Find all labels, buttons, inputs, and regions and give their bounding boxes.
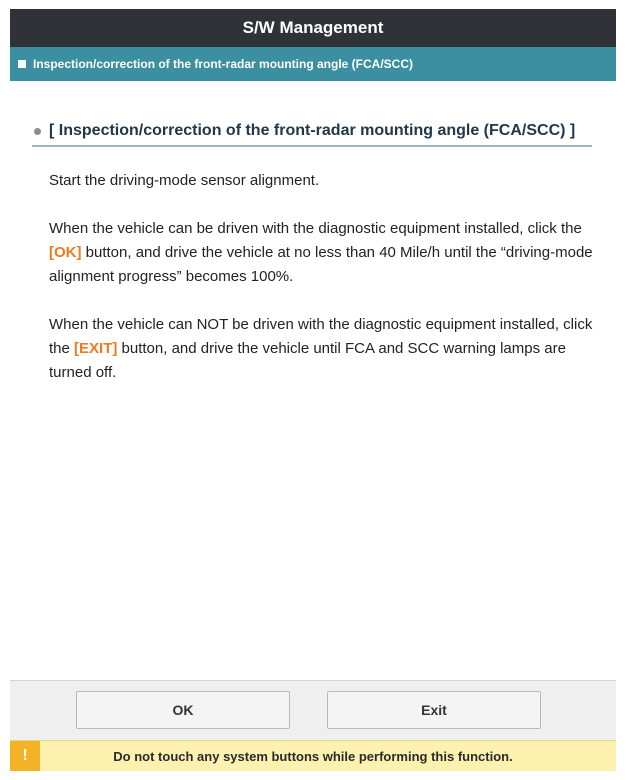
section-header xyxy=(32,117,592,147)
instruction-3-after: button, and drive the vehicle until FCA and SCC warning lamps are turned off. xyxy=(49,340,566,381)
exit-button-label: Exit xyxy=(421,702,447,718)
window-title: S/W Management xyxy=(242,18,384,37)
exit-highlight: [EXIT] xyxy=(74,340,118,357)
dot-bullet-icon xyxy=(34,128,41,135)
exit-button[interactable] xyxy=(327,691,541,729)
ok-button-label: OK xyxy=(172,702,194,718)
section-heading: [ Inspection/correction of the front-radar mounting angle (FCA/SCC) ] xyxy=(49,122,576,139)
instruction-paragraph-3 xyxy=(49,313,599,385)
content-area xyxy=(10,81,616,681)
exclamation-icon: ! xyxy=(10,741,40,771)
warning-text: Do not touch any system buttons while performing this function. xyxy=(113,748,513,764)
instruction-2-before: When the vehicle can be driven with the diagnostic equipment installed, click the xyxy=(49,220,582,237)
warning-bar xyxy=(10,740,616,771)
sw-management-window xyxy=(10,9,616,773)
instruction-3-before: When the vehicle can NOT be driven with the diagnostic equipment installed, click the xyxy=(49,316,593,357)
instruction-2-after: button, and drive the vehicle at no less than 40 Mile/h until the “driving-mode alignment progress” becomes 100%. xyxy=(49,244,593,285)
subheader-title: Inspection/correction of the front-radar mounting angle (FCA/SCC) xyxy=(33,57,414,71)
button-bar xyxy=(10,680,616,741)
ok-button[interactable] xyxy=(76,691,290,729)
function-subheader xyxy=(10,47,616,81)
ok-highlight: [OK] xyxy=(49,244,82,261)
window-titlebar xyxy=(10,9,616,47)
square-bullet-icon xyxy=(18,60,26,68)
instruction-paragraph-2 xyxy=(49,217,599,289)
instruction-text xyxy=(49,169,599,409)
instruction-paragraph-1: Start the driving-mode sensor alignment. xyxy=(49,172,320,189)
